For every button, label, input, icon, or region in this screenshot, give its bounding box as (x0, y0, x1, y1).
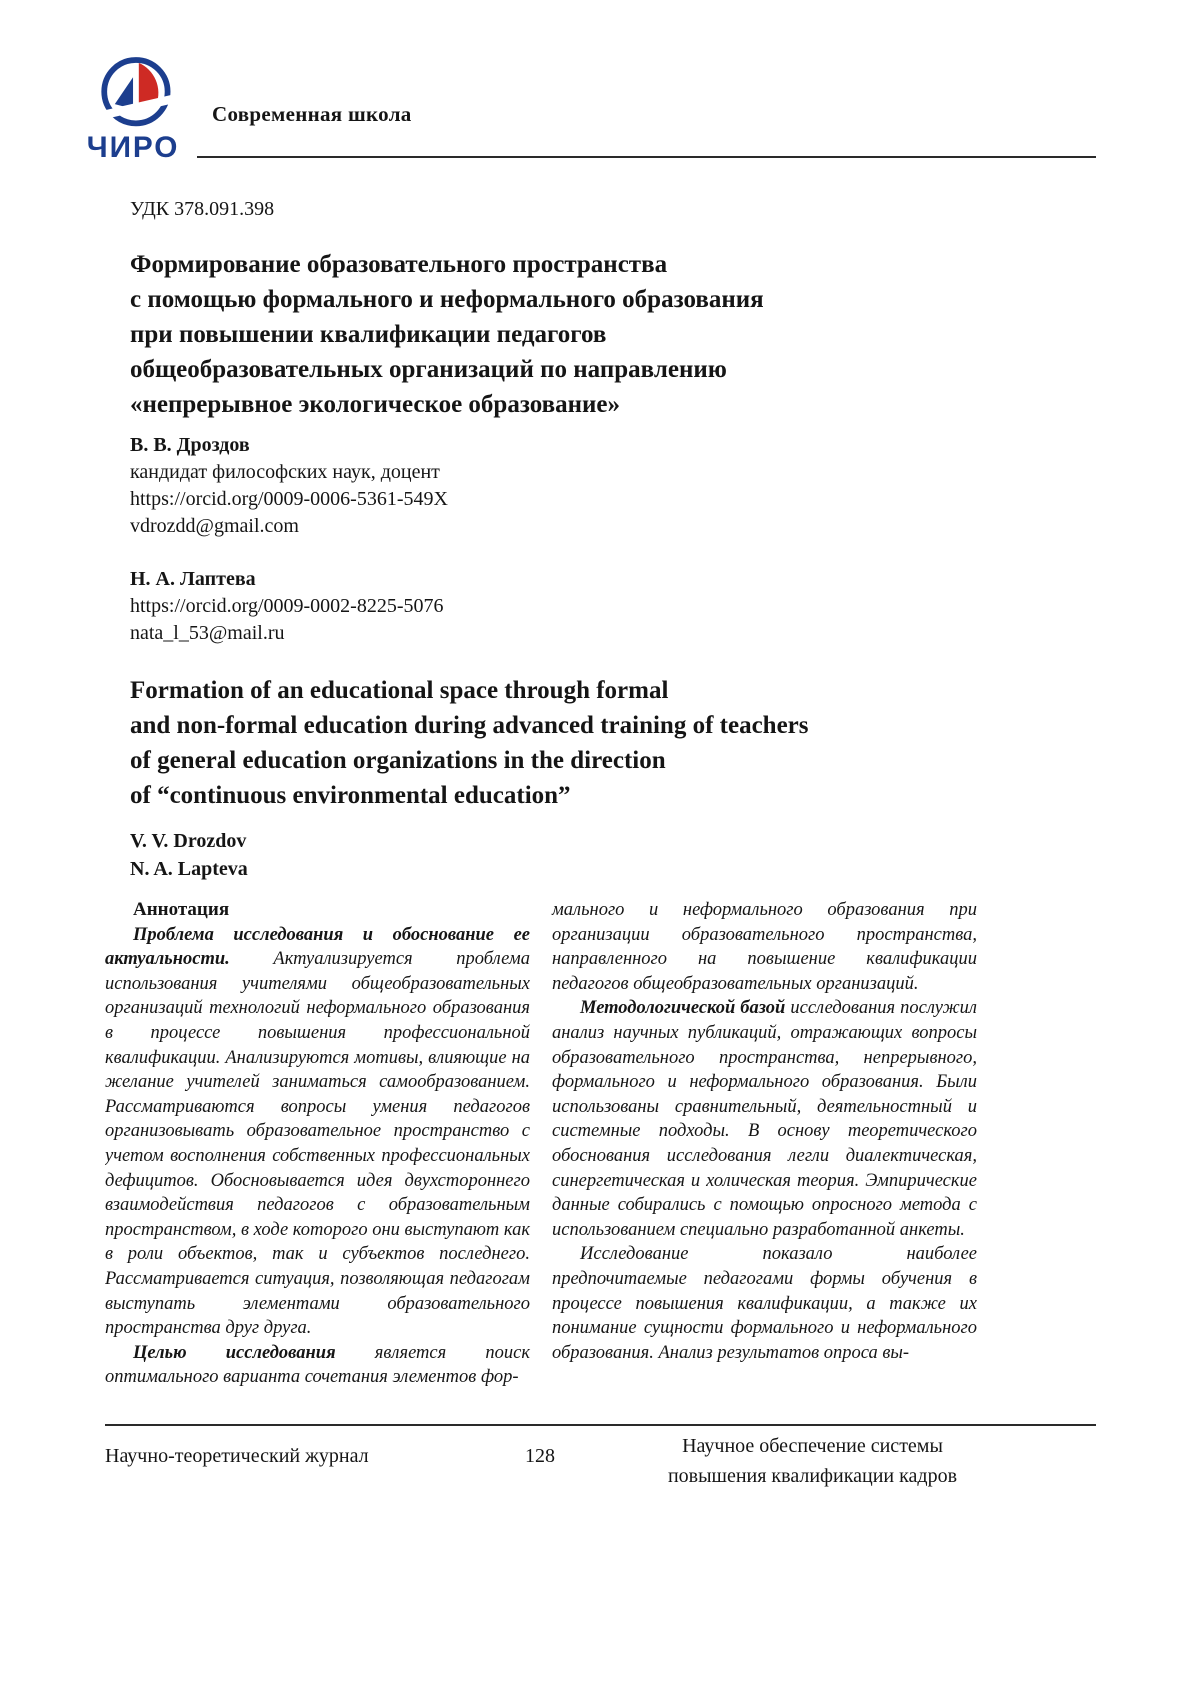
abstract-column-right (552, 898, 977, 1422)
abstract-heading: Аннотация (133, 899, 230, 920)
paragraph-lead: Проблема исследования и обоснование ее актуальности. (105, 924, 530, 970)
abstract-paragraph (552, 1242, 977, 1365)
author-name: В. В. Дроздов (130, 434, 250, 456)
logo-wordmark: ЧИРО (86, 130, 180, 164)
author-email-link[interactable]: nata_l_53@mail.ru (130, 622, 285, 644)
author-orcid-link[interactable]: https://orcid.org/0009-0006-5361-549X (130, 488, 448, 510)
article-title-ru: Формирование образовательного пространства с помощью формального и неформального образования при повышении квалификации педагогов общеобразовательных организаций по направлению «непрерывное экологическое образование» (130, 251, 764, 418)
paragraph-lead: Целью исследования (133, 1342, 375, 1363)
journal-section-label: Современная школа (212, 102, 412, 126)
paragraph-text: мального и неформального образования при организации образовательного пространства, направленного на повышение квалификации педагогов общеобразовательных организаций. (552, 900, 977, 994)
abstract-column-left (105, 898, 530, 1422)
authors-en-block (130, 827, 248, 883)
abstract-paragraph (552, 898, 977, 996)
author-name: Н. А. Лаптева (130, 568, 256, 590)
paragraph-text: является поиск оптимального варианта сочетания элементов фор- (105, 1342, 530, 1388)
author-name-en: V. V. Drozdov (130, 830, 247, 852)
author-name-en: N. A. Lapteva (130, 858, 248, 880)
footer-right-label: Научное обеспечение системы повышения квалификации кадров (667, 1435, 958, 1487)
abstract-paragraph (552, 996, 977, 1242)
abstract-paragraph (105, 923, 530, 1341)
paragraph-text: Исследование показало наиболее предпочитаемые педагогами формы обучения в процессе повышения квалификации, а также их понимание сущности формального и неформального образования. Анализ результатов опроса вы- (552, 1244, 977, 1363)
paragraph-lead: Методологической базой (580, 998, 791, 1019)
author-block-ru-2 (130, 566, 444, 647)
author-email-link[interactable]: vdrozdd@gmail.com (130, 515, 299, 537)
article-title-en: Formation of an educational space through formal and non-formal education during advanced training of teachers of general education organizations in the direction of “continuous environmental education” (130, 677, 809, 809)
journal-type-label: Научно-теоретический журнал (105, 1445, 369, 1467)
footer-divider (105, 1424, 1096, 1426)
author-orcid-link[interactable]: https://orcid.org/0009-0002-8225-5076 (130, 595, 444, 617)
paragraph-text: Актуализируется проблема использования учителями общеобразовательных организаций технологий неформального образования в процессе повышения профессиональной квалификации. Анализируются мотивы, влияющие на желание учителей заниматься самообразованием. Рассматриваются вопросы умения педагогов организовывать образовательное пространство с учетом восполнения собственных профессиональных дефицитов. Обосновывается идея двухстороннего взаимодействия педагогов с образовательным пространством, в ходе которого они выступают как в роли объектов, так и субъектов последнего. Рассматривается ситуация, позволяющая педагогам выступать элементами образовательного пространства друг друга. (105, 949, 531, 1339)
abstract-section (105, 898, 977, 1422)
author-block-ru-1 (130, 432, 448, 540)
abstract-paragraph (105, 1341, 530, 1390)
paragraph-text: исследования послужил анализ научных публикаций, отражающих вопросы образовательного пространства, непрерывного, формального и неформального образования. Были использованы сравнительный, деятельностный и системные подходы. В основу теоретического обоснования исследования легли диалектическая, синергетическая и холическая теория. Эмпирические данные собирались с помощью опросного метода с использованием специально разработанной анкеты. (552, 998, 977, 1240)
logo-graphic (86, 50, 182, 164)
udc-code: УДК 378.091.398 (130, 198, 275, 220)
journal-logo (86, 50, 182, 164)
author-degree: кандидат философских наук, доцент (130, 461, 440, 483)
header-divider (197, 156, 1096, 158)
page-number: 128 (525, 1445, 555, 1467)
